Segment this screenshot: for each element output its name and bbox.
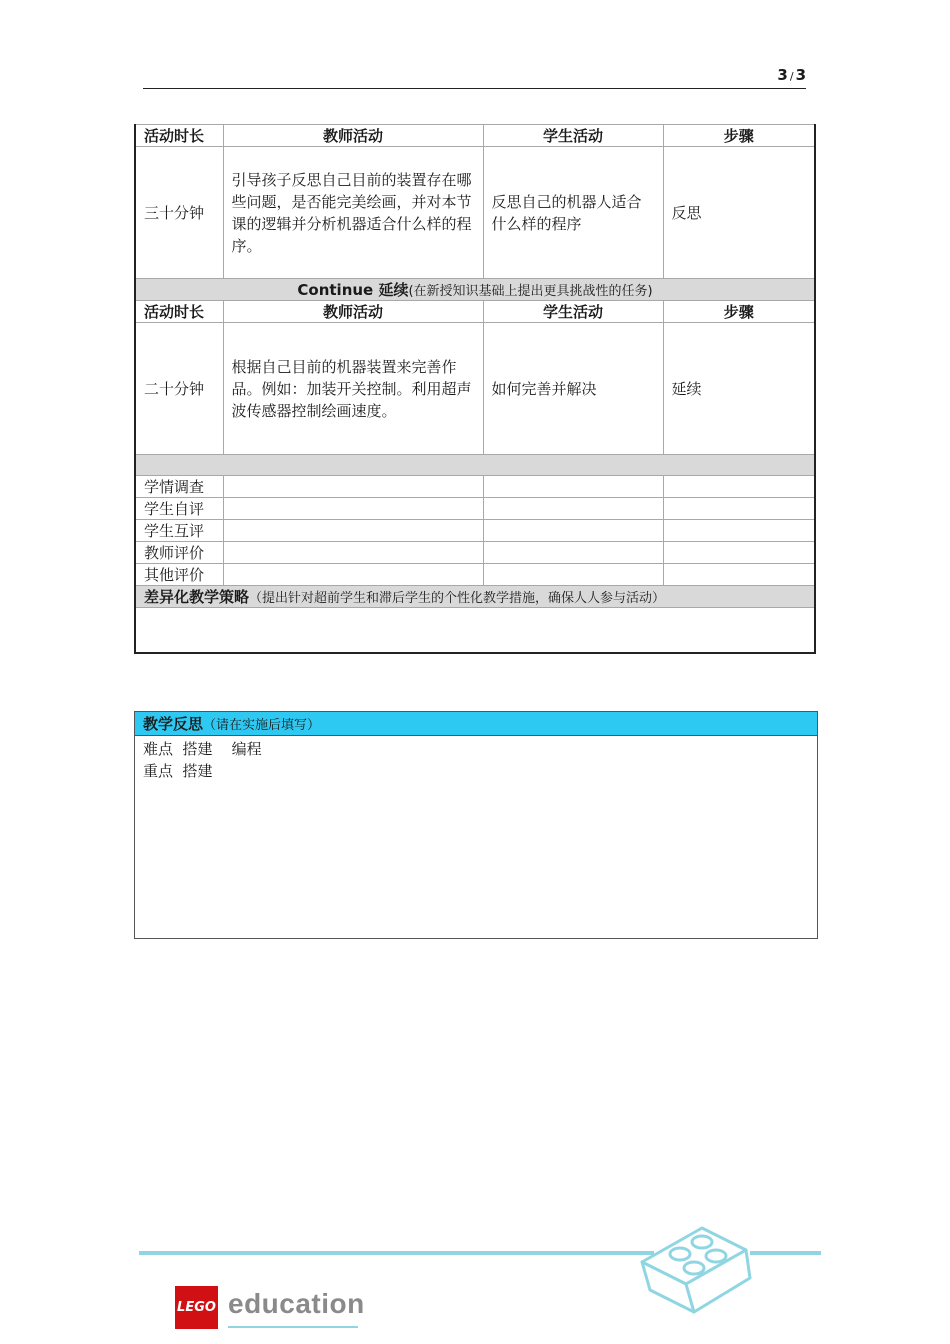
reflection-content[interactable] [135, 736, 817, 938]
evaluation-band-row [135, 455, 815, 476]
evaluation-cell[interactable] [663, 542, 815, 564]
strategy-note: （提出针对超前学生和滞后学生的个性化教学措施，确保人人参与活动） [249, 591, 666, 606]
evaluation-label: 其他评价 [135, 564, 223, 586]
col-teacher-2: 教师活动 [223, 301, 483, 323]
strategy-content[interactable] [135, 608, 815, 654]
student-activity-cell: 反思自己的机器人适合什么样的程序 [483, 147, 663, 279]
lesson-plan-table [134, 124, 816, 654]
education-underline [228, 1326, 358, 1328]
evaluation-row [135, 476, 815, 498]
evaluation-cell[interactable] [223, 498, 483, 520]
strategy-band [135, 586, 815, 608]
lego-logo [175, 1286, 218, 1329]
lego-brick-icon [636, 1220, 752, 1316]
activity-row-reflect [135, 147, 815, 279]
evaluation-row [135, 498, 815, 520]
page-number [700, 66, 806, 84]
reflection-header [135, 712, 817, 736]
column-header-row [135, 125, 815, 147]
evaluation-cell[interactable] [483, 542, 663, 564]
evaluation-label: 学情调查 [135, 476, 223, 498]
evaluation-cell[interactable] [663, 564, 815, 586]
evaluation-label: 学生互评 [135, 520, 223, 542]
evaluation-row [135, 542, 815, 564]
evaluation-cell[interactable] [483, 476, 663, 498]
step-cell-2: 延续 [663, 323, 815, 455]
continue-band [135, 279, 815, 301]
col-teacher: 教师活动 [223, 125, 483, 147]
evaluation-cell[interactable] [663, 520, 815, 542]
col-student-2: 学生活动 [483, 301, 663, 323]
evaluation-label: 学生自评 [135, 498, 223, 520]
reflection-line-difficulty: 难点 搭建 编程 [143, 740, 262, 758]
continue-title: Continue 延续 [297, 281, 409, 299]
reflection-note: （请在实施后填写） [203, 718, 321, 733]
page-current: 3 [777, 66, 788, 84]
page-total: 3 [795, 66, 806, 84]
strategy-content-row [135, 608, 815, 654]
evaluation-cell[interactable] [483, 520, 663, 542]
teacher-activity-cell-2: 根据自己目前的机器装置来完善作品。例如：加装开关控制。利用超声波传感器控制绘画速度。 [223, 323, 483, 455]
col-step-2: 步骤 [663, 301, 815, 323]
col-duration: 活动时长 [135, 125, 223, 147]
continue-band-row [135, 279, 815, 301]
evaluation-cell[interactable] [483, 498, 663, 520]
reflection-line-focus: 重点 搭建 [143, 762, 213, 780]
student-activity-cell-2: 如何完善并解决 [483, 323, 663, 455]
evaluation-row [135, 564, 815, 586]
strategy-band-row [135, 586, 815, 608]
evaluation-label: 教师评价 [135, 542, 223, 564]
page-separator: / [789, 70, 794, 83]
evaluation-band [135, 455, 815, 476]
evaluation-cell[interactable] [223, 476, 483, 498]
header-rule [143, 88, 806, 89]
lego-logo-text: LEGO [177, 1300, 216, 1315]
col-student: 学生活动 [483, 125, 663, 147]
evaluation-cell[interactable] [663, 498, 815, 520]
footer-line-left [139, 1251, 654, 1255]
column-header-row-2 [135, 301, 815, 323]
continue-note: (在新授知识基础上提出更具挑战性的任务) [408, 284, 653, 299]
col-duration-2: 活动时长 [135, 301, 223, 323]
evaluation-cell[interactable] [223, 542, 483, 564]
activity-row-continue [135, 323, 815, 455]
evaluation-row [135, 520, 815, 542]
evaluation-cell[interactable] [223, 520, 483, 542]
step-cell: 反思 [663, 147, 815, 279]
teacher-activity-cell: 引导孩子反思自己目前的装置存在哪些问题，是否能完美绘画，并对本节课的逻辑并分析机器适合什么样的程序。 [223, 147, 483, 279]
duration-cell-2: 二十分钟 [135, 323, 223, 455]
evaluation-cell[interactable] [483, 564, 663, 586]
col-step: 步骤 [663, 125, 815, 147]
strategy-title: 差异化教学策略 [144, 588, 250, 606]
evaluation-cell[interactable] [663, 476, 815, 498]
reflection-title: 教学反思 [143, 715, 204, 733]
footer-line-right [750, 1251, 821, 1255]
evaluation-cell[interactable] [223, 564, 483, 586]
education-brand: education [228, 1288, 365, 1319]
duration-cell: 三十分钟 [135, 147, 223, 279]
reflection-box [134, 711, 818, 939]
